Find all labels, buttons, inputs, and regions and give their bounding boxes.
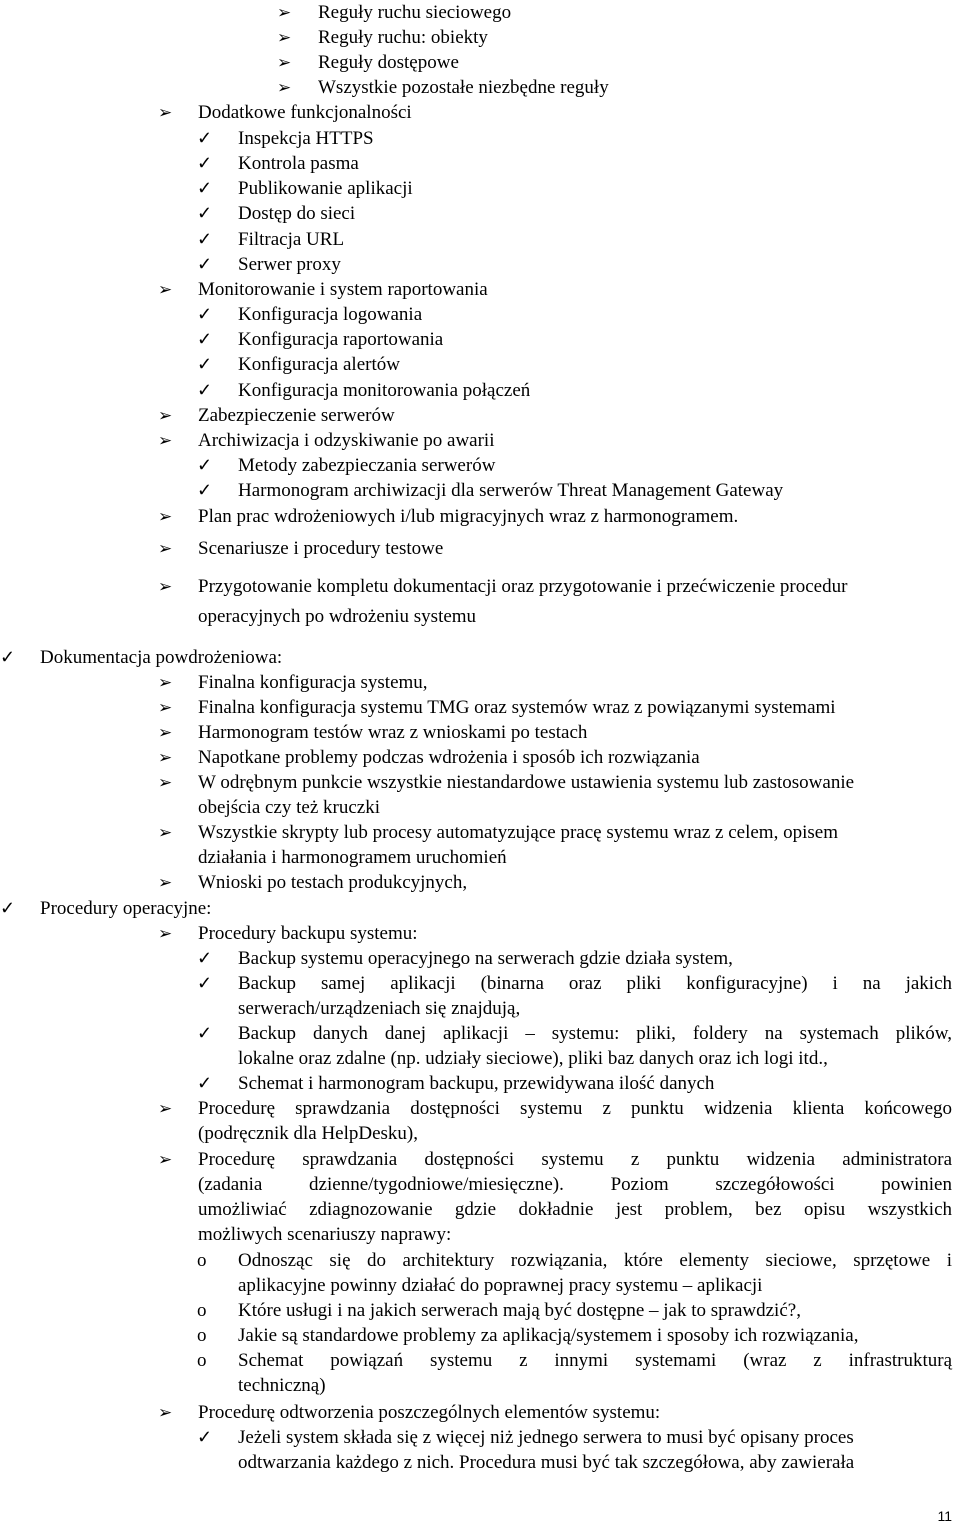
arrow-bullet-icon: ➢ bbox=[158, 280, 173, 299]
arrow-bullet-icon: ➢ bbox=[158, 1099, 173, 1118]
line-text: lokalne oraz zdalne (np. udziały sieciowe), pliki baz danych oraz ich logi itd., bbox=[238, 1048, 828, 1069]
document-line bbox=[0, 1273, 960, 1298]
document-line bbox=[0, 1323, 960, 1348]
line-text: Odnosząc się do architektury rozwiązania, które elementy sieciowe, sprzętowe i bbox=[238, 1250, 952, 1271]
document-line bbox=[0, 645, 960, 670]
line-text: Konfiguracja logowania bbox=[238, 304, 423, 325]
document-line bbox=[0, 504, 960, 529]
line-text: (podręcznik dla HelpDesku), bbox=[198, 1123, 419, 1144]
circle-bullet-icon: o bbox=[197, 1300, 207, 1321]
line-text: operacyjnych po wdrożeniu systemu bbox=[198, 606, 477, 627]
line-text: Konfiguracja alertów bbox=[238, 354, 400, 375]
line-text: Procedury operacyjne: bbox=[40, 898, 212, 919]
line-text: Backup danych danej aplikacji – systemu: pliki, foldery na systemach plików, bbox=[238, 1023, 952, 1044]
document-line bbox=[0, 971, 960, 996]
circle-bullet-icon: o bbox=[197, 1250, 207, 1271]
document-line bbox=[0, 604, 960, 629]
document-line bbox=[0, 1172, 960, 1197]
document-line bbox=[0, 428, 960, 453]
checkmark-bullet-icon: ✓ bbox=[197, 329, 213, 349]
document-line bbox=[0, 75, 960, 100]
document-line bbox=[0, 277, 960, 302]
line-text: Procedurę sprawdzania dostępności systemu z punktu widzenia klienta końcowego bbox=[198, 1098, 952, 1119]
line-text: Reguły dostępowe bbox=[318, 52, 459, 73]
line-text: W odrębnym punkcie wszystkie niestandardowe ustawienia systemu lub zastosowanie bbox=[198, 772, 855, 793]
document-line bbox=[0, 946, 960, 971]
arrow-bullet-icon: ➢ bbox=[158, 873, 173, 892]
line-text: Procedury backupu systemu: bbox=[198, 923, 418, 944]
line-text: Schemat powiązań systemu z innymi systemami (wraz z infrastrukturą bbox=[238, 1350, 952, 1371]
line-text: Kontrola pasma bbox=[238, 153, 359, 174]
checkmark-bullet-icon: ✓ bbox=[197, 973, 213, 993]
arrow-bullet-icon: ➢ bbox=[158, 773, 173, 792]
document-line bbox=[0, 921, 960, 946]
document-line bbox=[0, 770, 960, 795]
document-line bbox=[0, 327, 960, 352]
checkmark-bullet-icon: ✓ bbox=[197, 304, 213, 324]
checkmark-bullet-icon: ✓ bbox=[197, 1023, 213, 1043]
line-text: Dostęp do sieci bbox=[238, 203, 356, 224]
line-text: Filtracja URL bbox=[238, 229, 345, 250]
arrow-bullet-icon: ➢ bbox=[158, 507, 173, 526]
line-text: Schemat i harmonogram backupu, przewidywana ilość danych bbox=[238, 1073, 715, 1094]
line-text: techniczną) bbox=[238, 1375, 326, 1396]
checkmark-bullet-icon: ✓ bbox=[197, 354, 213, 374]
arrow-bullet-icon: ➢ bbox=[158, 406, 173, 425]
checkmark-bullet-icon: ✓ bbox=[197, 254, 213, 274]
line-text: Procedurę sprawdzania dostępności systemu z punktu widzenia administratora bbox=[198, 1149, 952, 1170]
document-line bbox=[0, 352, 960, 377]
document-line bbox=[0, 1222, 960, 1247]
checkmark-bullet-icon: ✓ bbox=[197, 128, 213, 148]
document-line bbox=[0, 100, 960, 125]
document-line bbox=[0, 1425, 960, 1450]
document-line bbox=[0, 126, 960, 151]
arrow-bullet-icon: ➢ bbox=[158, 924, 173, 943]
line-text: Harmonogram archiwizacji dla serwerów Threat Management Gateway bbox=[238, 480, 784, 501]
document-line bbox=[0, 896, 960, 921]
document-line bbox=[0, 478, 960, 503]
document-line bbox=[0, 820, 960, 845]
line-text: Reguły ruchu sieciowego bbox=[318, 2, 512, 23]
document-line bbox=[0, 1071, 960, 1096]
arrow-bullet-icon: ➢ bbox=[158, 539, 173, 558]
document-line bbox=[0, 1147, 960, 1172]
line-text: Serwer proxy bbox=[238, 254, 341, 275]
document-line bbox=[0, 795, 960, 820]
document-line bbox=[0, 1373, 960, 1398]
line-text: Wszystkie pozostałe niezbędne reguły bbox=[318, 77, 609, 98]
line-text: Plan prac wdrożeniowych i/lub migracyjnych wraz z harmonogramem. bbox=[198, 506, 739, 527]
document-line bbox=[0, 845, 960, 870]
circle-bullet-icon: o bbox=[197, 1350, 207, 1371]
document-line bbox=[0, 1400, 960, 1425]
checkmark-bullet-icon: ✓ bbox=[197, 480, 213, 500]
checkmark-bullet-icon: ✓ bbox=[197, 1427, 213, 1447]
line-text: Finalna konfiguracja systemu TMG oraz systemów wraz z powiązanymi systemami bbox=[198, 697, 836, 718]
line-text: Jakie są standardowe problemy za aplikacją/systemem i sposoby ich rozwiązania, bbox=[238, 1325, 859, 1346]
line-text: umożliwiać zdiagnozowanie gdzie dokładnie jest problem, bez opisu wszystkich bbox=[198, 1199, 952, 1220]
line-text: działania i harmonogramem uruchomień bbox=[198, 847, 507, 868]
arrow-bullet-icon: ➢ bbox=[158, 431, 173, 450]
line-text: Backup systemu operacyjnego na serwerach gdzie działa system, bbox=[238, 948, 733, 969]
document-line bbox=[0, 403, 960, 428]
document-line bbox=[0, 1046, 960, 1071]
line-text: obejścia czy też kruczki bbox=[198, 797, 380, 818]
line-text: aplikacyjne powinny działać do poprawnej pracy systemu – aplikacji bbox=[238, 1275, 763, 1296]
line-text: Procedurę odtworzenia poszczególnych elementów systemu: bbox=[198, 1402, 661, 1423]
arrow-bullet-icon: ➢ bbox=[158, 823, 173, 842]
document-line bbox=[0, 536, 960, 561]
document-line bbox=[0, 252, 960, 277]
arrow-bullet-icon: ➢ bbox=[277, 3, 292, 22]
document-line bbox=[0, 1021, 960, 1046]
document-line bbox=[0, 1450, 960, 1475]
line-text: Konfiguracja raportowania bbox=[238, 329, 444, 350]
line-text: Metody zabezpieczania serwerów bbox=[238, 455, 496, 476]
arrow-bullet-icon: ➢ bbox=[277, 53, 292, 72]
arrow-bullet-icon: ➢ bbox=[158, 1403, 173, 1422]
document-line bbox=[0, 574, 960, 599]
document-line bbox=[0, 378, 960, 403]
document-line bbox=[0, 50, 960, 75]
arrow-bullet-icon: ➢ bbox=[158, 748, 173, 767]
document-line bbox=[0, 176, 960, 201]
line-text: Harmonogram testów wraz z wnioskami po testach bbox=[198, 722, 588, 743]
arrow-bullet-icon: ➢ bbox=[158, 723, 173, 742]
document-line bbox=[0, 25, 960, 50]
line-text: Wnioski po testach produkcyjnych, bbox=[198, 872, 468, 893]
line-text: Zabezpieczenie serwerów bbox=[198, 405, 395, 426]
document-line bbox=[0, 201, 960, 226]
document-line bbox=[0, 453, 960, 478]
line-text: Napotkane problemy podczas wdrożenia i sposób ich rozwiązania bbox=[198, 747, 700, 768]
line-text: (zadania dzienne/tygodniowe/miesięczne). Poziom szczegółowości powinien bbox=[198, 1174, 952, 1195]
checkmark-bullet-icon: ✓ bbox=[197, 178, 213, 198]
checkmark-bullet-icon: ✓ bbox=[197, 380, 213, 400]
document-line bbox=[0, 151, 960, 176]
arrow-bullet-icon: ➢ bbox=[277, 28, 292, 47]
arrow-bullet-icon: ➢ bbox=[158, 698, 173, 717]
document-line bbox=[0, 1298, 960, 1323]
line-text: Jeżeli system składa się z więcej niż jednego serwera to musi być opisany proces bbox=[238, 1427, 854, 1448]
line-text: Dodatkowe funkcjonalności bbox=[198, 102, 412, 123]
document-line bbox=[0, 996, 960, 1021]
arrow-bullet-icon: ➢ bbox=[158, 577, 173, 596]
document-line bbox=[0, 695, 960, 720]
line-text: Publikowanie aplikacji bbox=[238, 178, 413, 199]
line-text: Backup samej aplikacji (binarna oraz pliki konfiguracyjne) i na jakich bbox=[238, 973, 952, 994]
line-text: Przygotowanie kompletu dokumentacji oraz przygotowanie i przećwiczenie procedur bbox=[198, 576, 848, 597]
line-text: Wszystkie skrypty lub procesy automatyzujące pracę systemu wraz z celem, opisem bbox=[198, 822, 838, 843]
line-text: Dokumentacja powdrożeniowa: bbox=[40, 647, 283, 668]
line-text: Scenariusze i procedury testowe bbox=[198, 538, 444, 559]
circle-bullet-icon: o bbox=[197, 1325, 207, 1346]
line-text: Archiwizacja i odzyskiwanie po awarii bbox=[198, 430, 495, 451]
document-line bbox=[0, 670, 960, 695]
document-line bbox=[0, 745, 960, 770]
arrow-bullet-icon: ➢ bbox=[277, 78, 292, 97]
line-text: serwerach/urządzeniach się znajdują, bbox=[238, 998, 521, 1019]
arrow-bullet-icon: ➢ bbox=[158, 673, 173, 692]
document-line bbox=[0, 0, 960, 25]
document-line bbox=[0, 720, 960, 745]
document-line bbox=[0, 1248, 960, 1273]
document-line bbox=[0, 870, 960, 895]
line-text: odtwarzania każdego z nich. Procedura musi być tak szczegółowa, aby zawierała bbox=[238, 1452, 855, 1473]
line-text: Reguły ruchu: obiekty bbox=[318, 27, 488, 48]
checkmark-bullet-icon: ✓ bbox=[197, 948, 213, 968]
checkmark-bullet-icon: ✓ bbox=[197, 229, 213, 249]
checkmark-bullet-icon: ✓ bbox=[197, 455, 213, 475]
checkmark-bullet-icon: ✓ bbox=[197, 153, 213, 173]
document-line bbox=[0, 1121, 960, 1146]
page-number: 11 bbox=[937, 1508, 952, 1524]
line-text: Konfiguracja monitorowania połączeń bbox=[238, 380, 531, 401]
checkmark-bullet-icon: ✓ bbox=[197, 1073, 213, 1093]
document-line bbox=[0, 1096, 960, 1121]
checkmark-bullet-icon: ✓ bbox=[0, 647, 16, 667]
document-line bbox=[0, 227, 960, 252]
document-line bbox=[0, 302, 960, 327]
arrow-bullet-icon: ➢ bbox=[158, 103, 173, 122]
line-text: Finalna konfiguracja systemu, bbox=[198, 672, 428, 693]
line-text: Monitorowanie i system raportowania bbox=[198, 279, 488, 300]
checkmark-bullet-icon: ✓ bbox=[197, 203, 213, 223]
line-text: Inspekcja HTTPS bbox=[238, 128, 374, 149]
line-text: Które usługi i na jakich serwerach mają być dostępne – jak to sprawdzić?, bbox=[238, 1300, 801, 1321]
checkmark-bullet-icon: ✓ bbox=[0, 898, 16, 918]
document-line bbox=[0, 1348, 960, 1373]
line-text: możliwych scenariuszy naprawy: bbox=[198, 1224, 452, 1245]
arrow-bullet-icon: ➢ bbox=[158, 1150, 173, 1169]
document-line bbox=[0, 1197, 960, 1222]
